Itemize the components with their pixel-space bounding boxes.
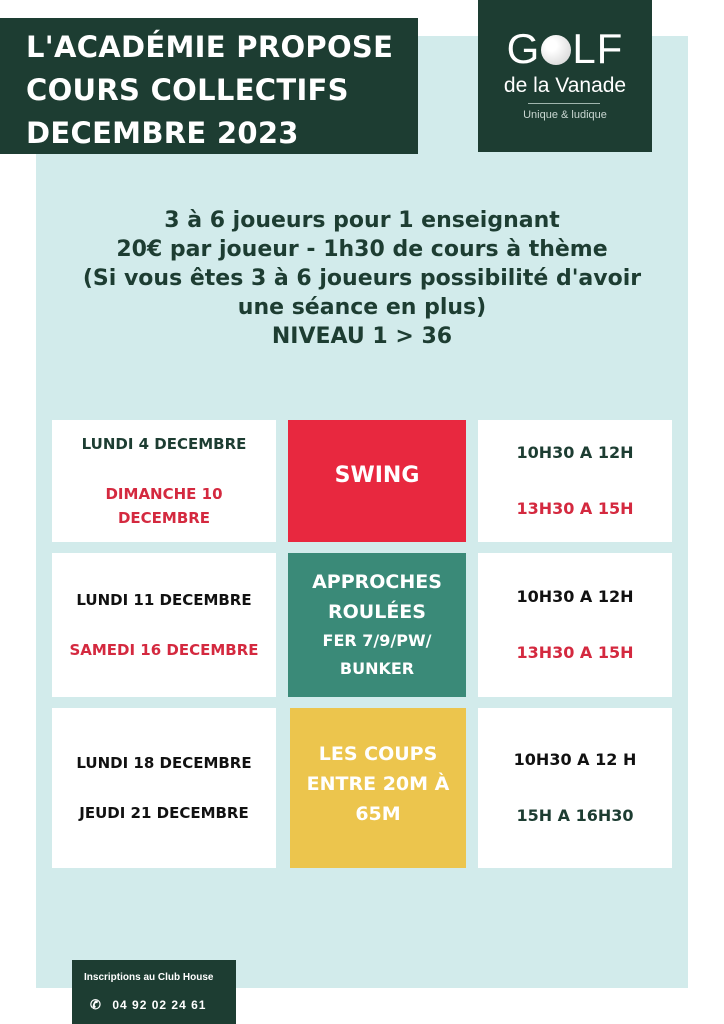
phone-number[interactable]: 04 92 02 24 61	[112, 998, 207, 1012]
logo-tagline: Unique & ludique	[523, 109, 607, 121]
session-2-date-1: LUNDI 11 DECEMBRE	[76, 591, 252, 609]
session-3-time-1: 10H30 A 12 H	[513, 750, 637, 769]
session-3-dates	[52, 708, 276, 868]
footer-contact	[72, 960, 236, 1024]
session-1-time-2: 13H30 A 15H	[516, 499, 634, 518]
golf-ball-icon	[541, 35, 571, 65]
session-2-date-2: SAMEDI 16 DECEMBRE	[69, 641, 259, 659]
title-banner	[0, 18, 418, 154]
session-2-theme	[288, 553, 466, 697]
session-2-times	[478, 553, 672, 697]
intro-line-2: 20€ par joueur - 1h30 de cours à thème	[116, 237, 608, 262]
session-3-theme-label: LES COUPS ENTRE 20M À 65M	[306, 743, 450, 825]
title-line-3: DECEMBRE 2023	[26, 116, 299, 150]
logo-letters-lf: LF	[572, 25, 624, 72]
footer-title: Inscriptions au Club House	[84, 972, 214, 983]
session-3-date-2: JEUDI 21 DECEMBRE	[79, 804, 249, 822]
intro-line-3: (Si vous êtes 3 à 6 joueurs possibilité d'avoir	[82, 266, 642, 291]
session-1-date-1: LUNDI 4 DECEMBRE	[81, 435, 247, 453]
title-line-1: L'ACADÉMIE PROPOSE	[26, 30, 394, 64]
session-2-theme-detail: FER 7/9/PW/ BUNKER	[322, 631, 432, 678]
session-2-time-2: 13H30 A 15H	[516, 643, 634, 662]
session-1-date-2: DIMANCHE 10 DECEMBRE	[105, 485, 223, 527]
intro-line-1: 3 à 6 joueurs pour 1 enseignant	[164, 208, 560, 233]
session-1-times	[478, 420, 672, 542]
session-3-times	[478, 708, 672, 868]
session-1-dates	[52, 420, 276, 542]
session-1-theme-label: SWING	[334, 463, 420, 488]
intro-line-4: une séance en plus)	[237, 295, 487, 320]
title-line-2: COURS COLLECTIFS	[26, 73, 349, 107]
logo-subtitle: de la Vanade	[503, 74, 627, 97]
intro-line-5: NIVEAU 1 > 36	[271, 324, 453, 349]
logo-wordmark	[478, 26, 652, 72]
session-3-theme	[290, 708, 466, 868]
phone-icon: ✆	[90, 997, 102, 1012]
session-1-time-1: 10H30 A 12H	[516, 443, 634, 462]
session-1-theme	[288, 420, 466, 542]
golf-logo	[478, 0, 652, 152]
intro-text	[36, 206, 688, 351]
session-2-time-1: 10H30 A 12H	[516, 587, 634, 606]
session-2-dates	[52, 553, 276, 697]
session-2-theme-title: APPROCHES ROULÉES	[312, 571, 442, 623]
logo-letter-g: G	[506, 25, 541, 72]
logo-divider	[528, 103, 600, 104]
footer-phone-row	[90, 997, 206, 1013]
session-3-time-2: 15H A 16H30	[516, 806, 634, 825]
session-3-date-1: LUNDI 18 DECEMBRE	[76, 754, 252, 772]
